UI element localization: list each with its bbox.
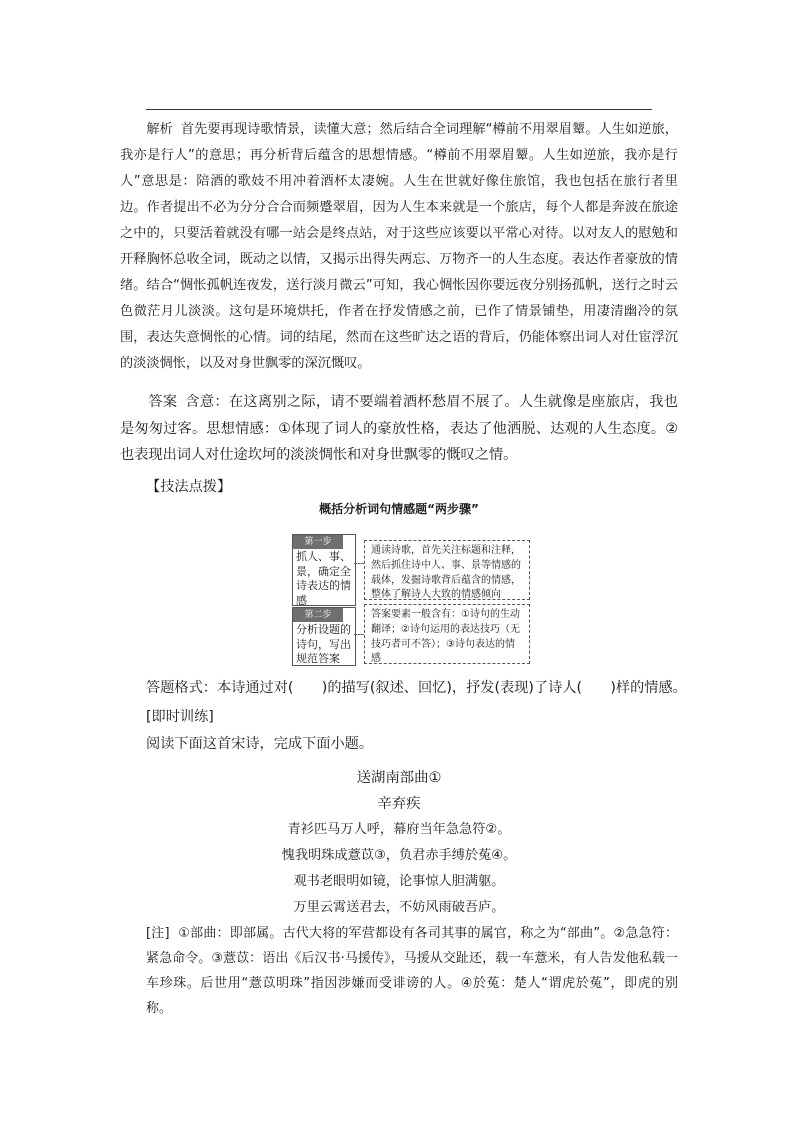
notes-text: ①部曲：即部属。古代大将的军营都设有各司其事的属官，称之为“部曲”。②急急符：紧急命令。③薏苡：语出《后汉书·马援传》，马援从交趾还，载一车薏米，有人告发他私载一车珍珠。后世用“薏苡明珠”指因涉嫌而受诽谤的人。④於菟：楚人“谓虎於菟”，即虎的别称。 [146, 926, 678, 1016]
step-two-box [292, 607, 356, 666]
poem-line-2: 愧我明珠成薏苡③，负君赤手缚於菟④。 [281, 848, 517, 863]
practice-instruction: 阅读下面这首宋诗，完成下面小题。 [146, 736, 374, 752]
analysis-paragraph [120, 117, 678, 377]
poem-line-1: 青衫匹马万人呼，幕府当年急急符②。 [287, 822, 511, 837]
step-two-connector [354, 634, 364, 635]
answer-text: 含意：在这离别之际，请不要端着酒杯愁眉不展了。人生就像是座旅店，我也是匆匆过客。思想情感：①体现了词人的豪放性格，表达了他洒脱、达观的人生态度。②也表现出词人对仕途坎坷的淡淡惆怅和对身世飘零的慨叹之情。 [120, 394, 678, 463]
answer-section [120, 389, 678, 469]
top-divider [146, 109, 652, 110]
step-one-box [292, 534, 356, 606]
notes-section [146, 921, 678, 1021]
analysis-text: 首先要再现诗歌情景，读懂大意；然后结合全词理解“樽前不用翠眉颦。人生如逆旅，我亦是行人”的意思；再分析背后蕴含的思想情感。“樽前不用翠眉颦。人生如逆旅，我亦是行人”意思是：陪酒的歌妓不用冲着酒杯太凄婉。人生在世就好像住旅馆，我也包括在旅行者里边。作者提出不必为分分合合而频蹙翠眉，因为人生本来就是一个旅店，每个人都是奔波在旅途之中的，只要活着就没有哪一站会是终点站，对于这些应该要以平常心对待。以对友人的慰勉和开释胸怀总收全词，既动之以情，又揭示出得失两忘、万物齐一的人生态度。表达作者豪放的情绪。结合“惆怅孤帆连夜发，送行淡月微云”可知，我心惆怅因你要远夜分别扬孤帆，送行之时云色微茫月儿淡淡。这句是环境烘托，作者在抒发情感之前，已作了情景铺垫，用凄清幽冷的氛围，表达失意惆怅的心情。词的结尾，然而在这些旷达之语的背后，仍能体察出词人对仕宦浮沉的淡淡惆怅，以及对身世飘零的深沉慨叹。 [120, 122, 678, 371]
analysis-section [120, 117, 678, 377]
answer-format: 答题格式：本诗通过对( )的描写(叙述、回忆)，抒发(表现)了诗人( )样的情感。 [146, 680, 687, 696]
poem-line-4: 万里云霄送君去，不妨风雨破吾庐。 [293, 900, 505, 915]
step-two-tag: 第二步 [293, 608, 343, 622]
technique-heading: 【技法点拨】 [146, 479, 232, 495]
step-one-text: 抓人、事、景，确定全诗表达的情感 [296, 550, 351, 607]
notes-label: [注] [146, 926, 170, 941]
step-one-connector [354, 563, 364, 564]
analysis-label: 解析 [146, 122, 173, 137]
poem-line-3: 观书老眼明如镜，论事惊人胆满躯。 [293, 874, 505, 889]
poem-author: 辛弃疾 [377, 796, 421, 812]
step-one-tag: 第一步 [293, 535, 343, 549]
step-two-text: 分析设题的诗句，写出规范答案 [296, 623, 351, 665]
step-one-note: 通读诗歌，首先关注标题和注释，然后抓住诗中人、事、景等情感的载体，发掘诗歌背后蕴含的情感，整体了解诗人大致的情感倾向 [364, 540, 530, 600]
practice-heading: [即时训练] [146, 709, 214, 725]
diagram-title: 概括分析词句情感题“两步骤” [319, 502, 479, 516]
step-two-note: 答案要素一般含有：①诗句的生动翻译；②诗句运用的表达技巧（无技巧者可不答）；③诗句表达的情感 [364, 604, 530, 664]
answer-paragraph [120, 389, 678, 469]
poem-title: 送湖南部曲① [356, 770, 442, 786]
answer-label: 答案 [148, 394, 178, 410]
